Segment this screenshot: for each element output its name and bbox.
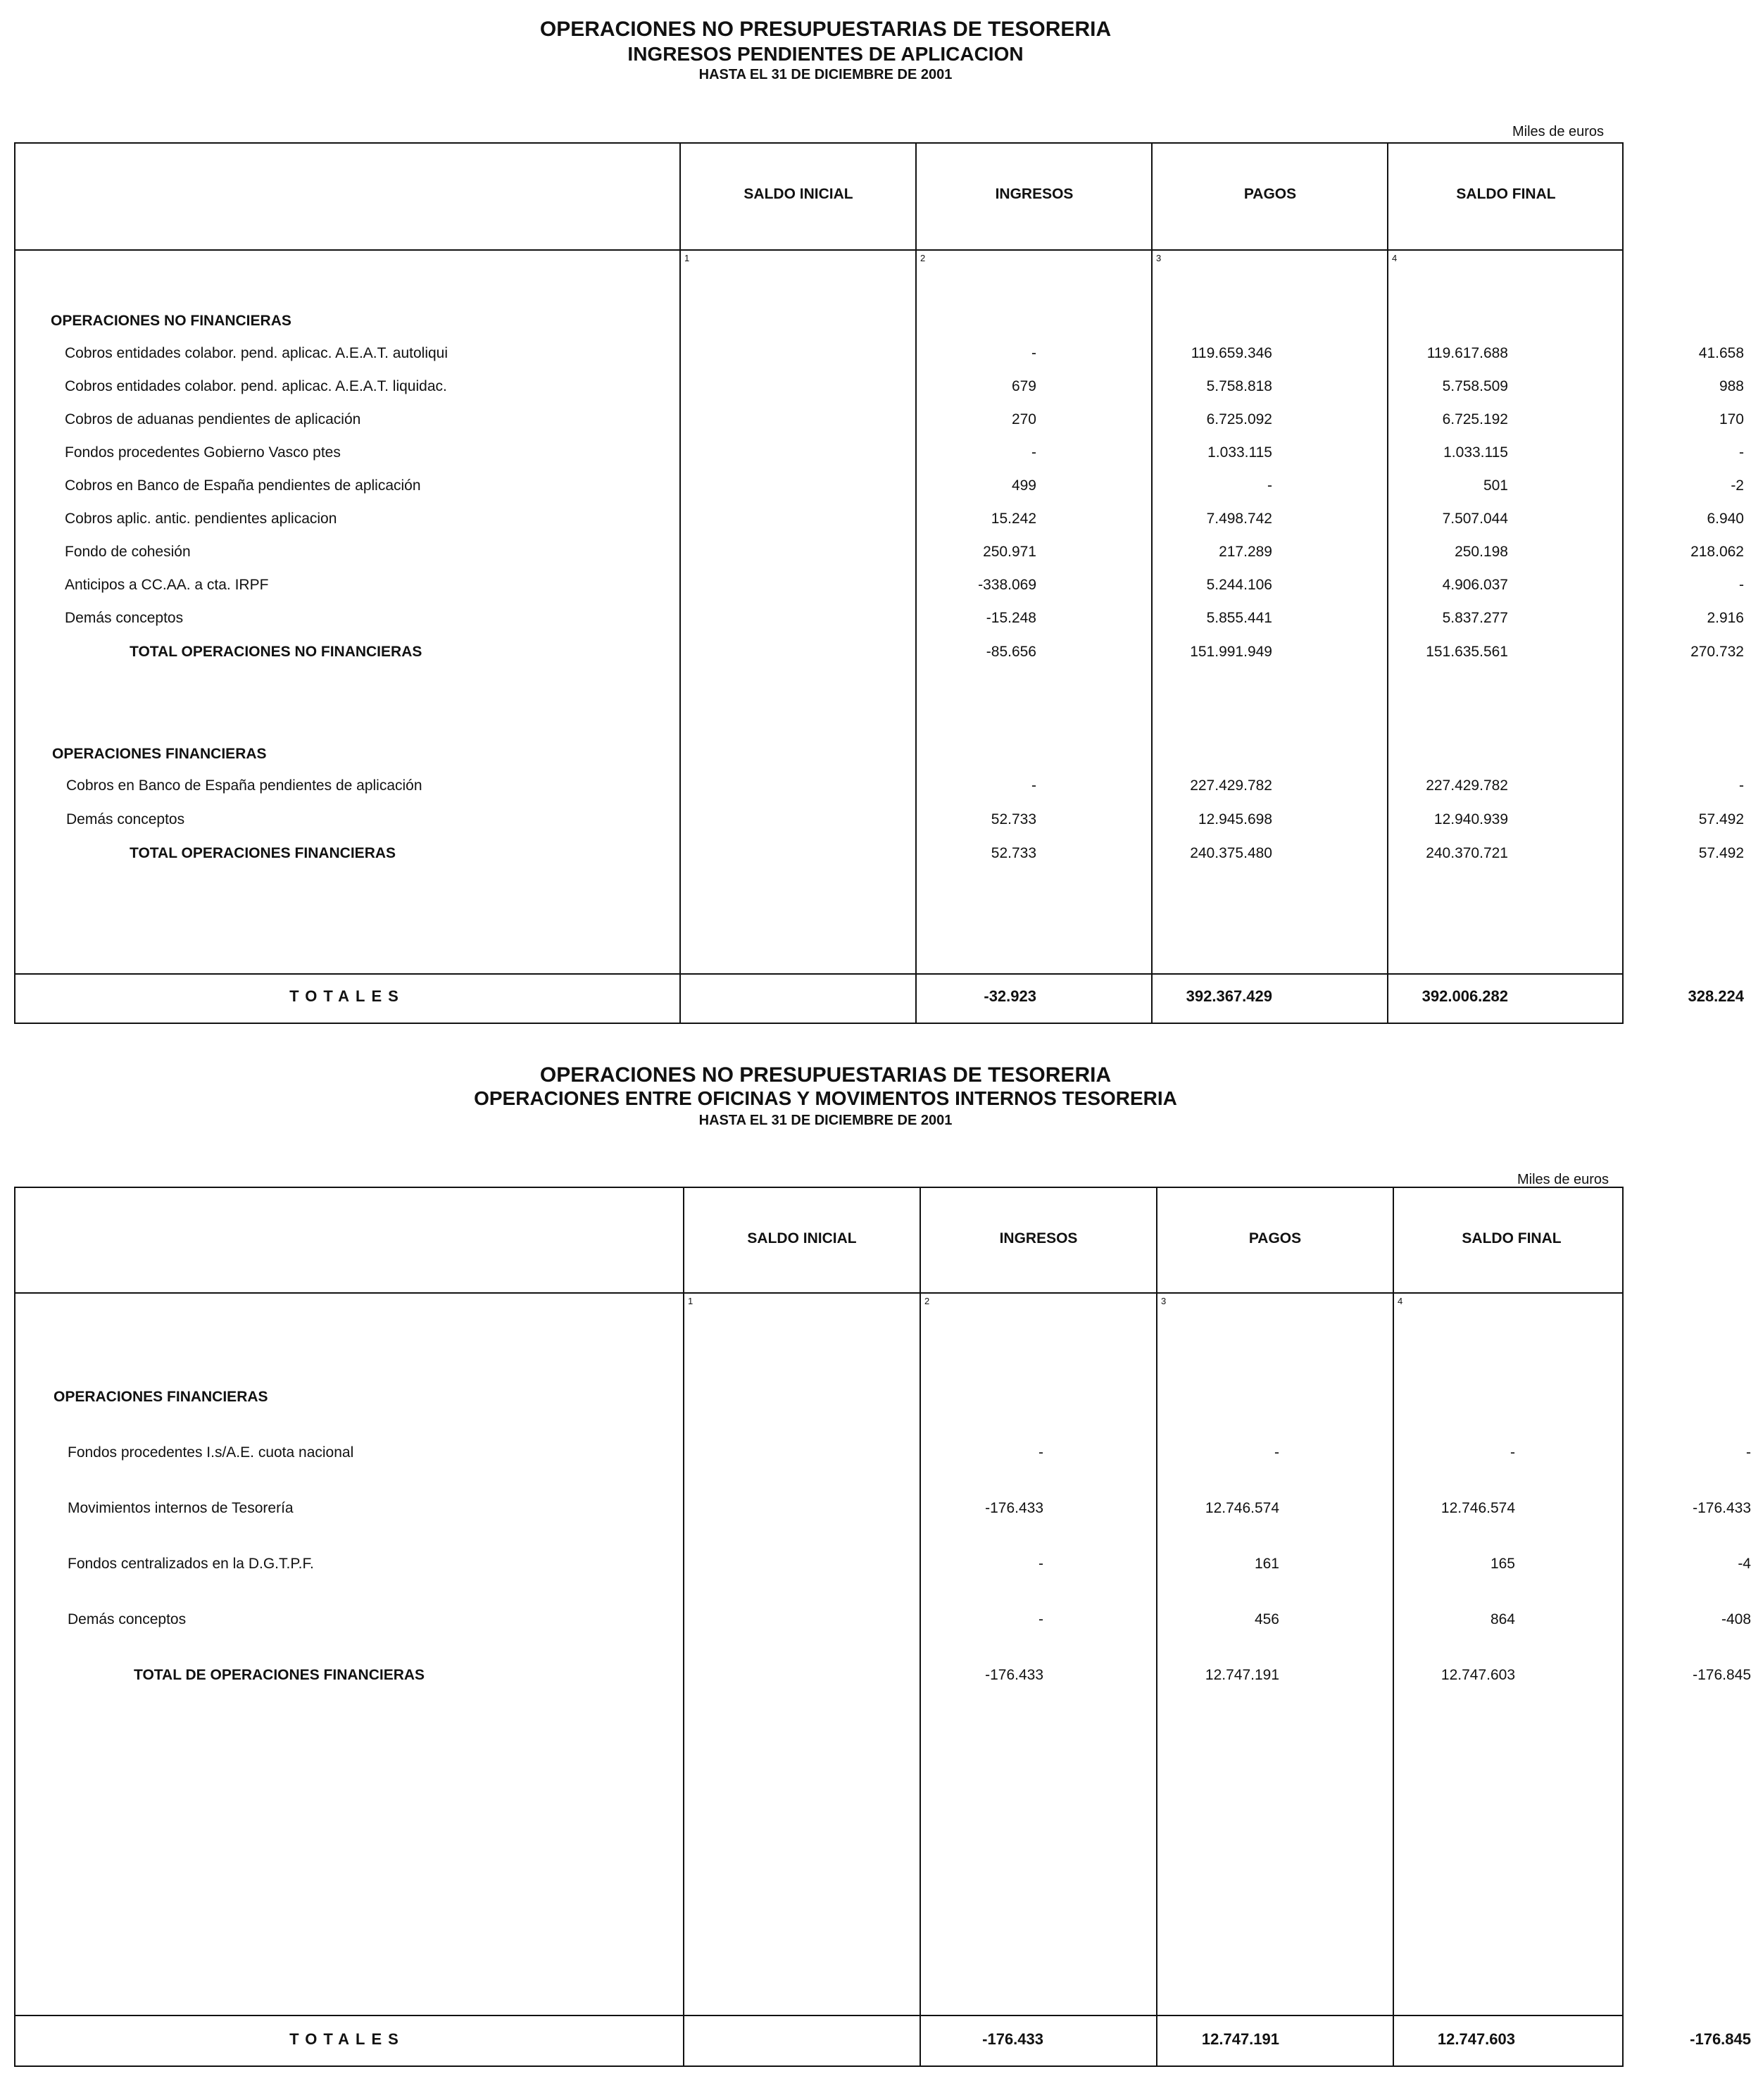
header-ingresos: INGRESOS xyxy=(999,1230,1078,1246)
cell-saldo-final: 218.062 xyxy=(1690,544,1744,560)
cell-saldo-inicial: -15.248 xyxy=(986,610,1036,626)
cell-ingresos: 12.747.191 xyxy=(1205,1667,1279,1683)
header-divider xyxy=(15,1292,1624,1294)
column-number: 2 xyxy=(924,1296,930,1306)
column-number: 3 xyxy=(1156,253,1162,263)
total-pagos: 12.747.603 xyxy=(1437,2030,1515,2048)
cell-pagos: 864 xyxy=(1490,1611,1515,1627)
cell-saldo-inicial: - xyxy=(1038,1611,1043,1627)
cell-saldo-inicial: 15.242 xyxy=(991,511,1036,527)
total-saldo-final: 328.224 xyxy=(1688,987,1744,1005)
table-row xyxy=(15,345,1744,369)
totals-row xyxy=(15,2030,1751,2054)
row-label: Fondos procedentes Gobierno Vasco ptes xyxy=(65,444,341,461)
cell-saldo-final: 57.492 xyxy=(1698,845,1744,861)
cell-pagos: 501 xyxy=(1483,477,1508,494)
cell-ingresos: 5.758.818 xyxy=(1206,378,1272,394)
row-label: Cobros aplic. antic. pendientes aplicacion xyxy=(65,511,337,527)
cell-ingresos: 227.429.782 xyxy=(1190,777,1272,794)
cell-ingresos: 456 xyxy=(1254,1611,1279,1627)
cell-pagos: 151.635.561 xyxy=(1426,644,1508,660)
subtotal-row xyxy=(15,1667,1751,1691)
cell-saldo-inicial: - xyxy=(1038,1444,1043,1461)
column-number: 1 xyxy=(688,1296,694,1306)
cell-ingresos: 161 xyxy=(1254,1556,1279,1572)
cell-saldo-inicial: - xyxy=(1031,777,1036,794)
cell-saldo-final: -2 xyxy=(1731,477,1744,494)
cell-saldo-final: - xyxy=(1739,444,1744,461)
data-table xyxy=(14,1187,1751,2067)
report-subtitle: OPERACIONES ENTRE OFICINAS Y MOVIMENTOS INTERNOS TESORERIA xyxy=(474,1087,1177,1109)
table-row xyxy=(15,610,1744,634)
row-label: Cobros entidades colabor. pend. aplicac. A.E.A.T. autoliqui xyxy=(65,345,448,361)
table-row xyxy=(15,577,1744,601)
row-label: Cobros entidades colabor. pend. aplicac. A.E.A.T. liquidac. xyxy=(65,378,447,394)
units-label: Miles de euros xyxy=(1517,1172,1609,1187)
header-pagos: PAGOS xyxy=(1248,1230,1302,1246)
report-subtitle: INGRESOS PENDIENTES DE APLICACION xyxy=(627,43,1024,65)
table-row xyxy=(15,1611,1751,1635)
cell-ingresos: 12.945.698 xyxy=(1198,811,1272,827)
cell-saldo-final: 41.658 xyxy=(1698,345,1744,361)
column-number: 2 xyxy=(920,253,926,263)
cell-saldo-final: - xyxy=(1746,1444,1751,1461)
cell-ingresos: - xyxy=(1274,1444,1279,1461)
total-pagos: 392.006.282 xyxy=(1421,987,1508,1005)
cell-saldo-final: 2.916 xyxy=(1707,610,1744,626)
cell-pagos: 119.617.688 xyxy=(1426,345,1508,361)
header-ingresos: INGRESOS xyxy=(995,186,1074,202)
cell-saldo-final: 988 xyxy=(1719,378,1744,394)
header-saldo-final: SALDO FINAL xyxy=(1462,1230,1562,1246)
column-number: 4 xyxy=(1392,253,1398,263)
cell-saldo-final: - xyxy=(1739,777,1744,794)
row-label: Fondo de cohesión xyxy=(65,544,191,560)
cell-saldo-final: 270.732 xyxy=(1690,644,1744,660)
totals-divider xyxy=(15,973,1624,975)
header-saldo-final: SALDO FINAL xyxy=(1456,186,1556,202)
total-ingresos: 392.367.429 xyxy=(1186,987,1272,1005)
row-label: Fondos procedentes I.s/A.E. cuota nacional xyxy=(68,1444,354,1461)
cell-saldo-final: - xyxy=(1739,577,1744,593)
cell-ingresos: 5.855.441 xyxy=(1206,610,1272,626)
cell-saldo-inicial: -176.433 xyxy=(985,1500,1043,1516)
cell-saldo-inicial: 250.971 xyxy=(983,544,1036,560)
cell-pagos: 6.725.192 xyxy=(1442,411,1508,427)
cell-saldo-final: -176.433 xyxy=(1693,1500,1751,1516)
row-label: Cobros en Banco de España pendientes de aplicación xyxy=(66,777,422,794)
column-number: 3 xyxy=(1161,1296,1167,1306)
cell-pagos: 240.370.721 xyxy=(1426,845,1508,861)
table-row xyxy=(15,811,1744,835)
cell-ingresos: 240.375.480 xyxy=(1190,845,1272,861)
cell-pagos: 5.758.509 xyxy=(1442,378,1508,394)
units-label: Miles de euros xyxy=(1512,124,1605,139)
cell-pagos: 7.507.044 xyxy=(1442,511,1508,527)
cell-pagos: - xyxy=(1510,1444,1515,1461)
table-row xyxy=(15,1556,1751,1580)
table-row xyxy=(15,411,1744,435)
subtotal-row xyxy=(15,845,1744,869)
cell-pagos: 12.746.574 xyxy=(1441,1500,1515,1516)
cell-pagos: 165 xyxy=(1490,1556,1515,1572)
cell-pagos: 227.429.782 xyxy=(1426,777,1508,794)
table-row xyxy=(15,511,1744,535)
column-number: 4 xyxy=(1398,1296,1403,1306)
column-number: 1 xyxy=(684,253,690,263)
report-title: OPERACIONES NO PRESUPUESTARIAS DE TESORERIA xyxy=(539,1063,1112,1087)
cell-saldo-inicial: 679 xyxy=(1011,378,1036,394)
cell-saldo-inicial: 52.733 xyxy=(991,845,1036,861)
table-row xyxy=(15,544,1744,568)
total-saldo-inicial: -32.923 xyxy=(984,987,1036,1005)
table-row xyxy=(15,777,1744,801)
section-title: OPERACIONES NO FINANCIERAS xyxy=(51,313,291,329)
cell-saldo-final: 57.492 xyxy=(1698,811,1744,827)
row-label: Cobros de aduanas pendientes de aplicación xyxy=(65,411,361,427)
data-table xyxy=(14,142,1744,1024)
cell-ingresos: - xyxy=(1267,477,1272,494)
row-label: Movimientos internos de Tesorería xyxy=(68,1500,294,1516)
cell-pagos: 4.906.037 xyxy=(1442,577,1508,593)
table-row xyxy=(15,477,1744,501)
cell-saldo-final: -4 xyxy=(1738,1556,1751,1572)
cell-saldo-inicial: -85.656 xyxy=(986,644,1036,660)
cell-pagos: 12.940.939 xyxy=(1433,811,1508,827)
cell-saldo-inicial: 499 xyxy=(1011,477,1036,494)
report-date: HASTA EL 31 DE DICIEMBRE DE 2001 xyxy=(698,1113,953,1128)
cell-saldo-inicial: 270 xyxy=(1011,411,1036,427)
cell-pagos: 5.837.277 xyxy=(1442,610,1508,626)
table-row xyxy=(15,1500,1751,1524)
row-label: Demás conceptos xyxy=(65,610,184,626)
subtotal-row xyxy=(15,644,1744,668)
cell-pagos: 250.198 xyxy=(1455,544,1508,560)
cell-saldo-inicial: 52.733 xyxy=(991,811,1036,827)
cell-pagos: 1.033.115 xyxy=(1443,444,1508,461)
totals-divider xyxy=(15,2015,1624,2016)
total-ingresos: 12.747.191 xyxy=(1201,2030,1279,2048)
cell-saldo-inicial: - xyxy=(1031,345,1036,361)
totals-label: TOTALES xyxy=(289,987,405,1005)
report-title: OPERACIONES NO PRESUPUESTARIAS DE TESORERIA xyxy=(539,18,1112,41)
cell-ingresos: 1.033.115 xyxy=(1207,444,1272,461)
cell-saldo-final: 170 xyxy=(1719,411,1744,427)
section-title: OPERACIONES FINANCIERAS xyxy=(54,1389,268,1405)
totals-row xyxy=(15,987,1744,1011)
cell-saldo-final: -176.845 xyxy=(1693,1667,1751,1683)
subtotal-label: TOTAL DE OPERACIONES FINANCIERAS xyxy=(134,1667,425,1683)
total-saldo-inicial: -176.433 xyxy=(982,2030,1043,2048)
section-title: OPERACIONES FINANCIERAS xyxy=(52,746,267,762)
table-row xyxy=(15,444,1744,468)
row-label: Demás conceptos xyxy=(66,811,185,827)
row-label: Fondos centralizados en la D.G.T.P.F. xyxy=(68,1556,314,1572)
cell-saldo-final: 6.940 xyxy=(1707,511,1744,527)
cell-saldo-final: -408 xyxy=(1721,1611,1751,1627)
total-saldo-final: -176.845 xyxy=(1690,2030,1751,2048)
cell-pagos: 12.747.603 xyxy=(1441,1667,1515,1683)
table-row xyxy=(15,378,1744,402)
header-saldo-inicial: SALDO INICIAL xyxy=(747,1230,857,1246)
cell-ingresos: 5.244.106 xyxy=(1206,577,1272,593)
table-row xyxy=(15,1444,1751,1468)
cell-saldo-inicial: -176.433 xyxy=(985,1667,1043,1683)
cell-saldo-inicial: - xyxy=(1038,1556,1043,1572)
subtotal-label: TOTAL OPERACIONES NO FINANCIERAS xyxy=(130,644,422,660)
report-date: HASTA EL 31 DE DICIEMBRE DE 2001 xyxy=(698,67,953,82)
cell-ingresos: 217.289 xyxy=(1219,544,1272,560)
header-divider xyxy=(15,249,1624,251)
cell-ingresos: 119.659.346 xyxy=(1191,345,1272,361)
row-label: Cobros en Banco de España pendientes de aplicación xyxy=(65,477,421,494)
row-label: Anticipos a CC.AA. a cta. IRPF xyxy=(65,577,269,593)
cell-ingresos: 7.498.742 xyxy=(1206,511,1272,527)
cell-ingresos: 6.725.092 xyxy=(1206,411,1272,427)
cell-ingresos: 151.991.949 xyxy=(1190,644,1272,660)
cell-saldo-inicial: -338.069 xyxy=(978,577,1036,593)
cell-ingresos: 12.746.574 xyxy=(1205,1500,1279,1516)
header-saldo-inicial: SALDO INICIAL xyxy=(743,186,853,202)
header-pagos: PAGOS xyxy=(1243,186,1297,202)
row-label: Demás conceptos xyxy=(68,1611,187,1627)
cell-saldo-inicial: - xyxy=(1031,444,1036,461)
subtotal-label: TOTAL OPERACIONES FINANCIERAS xyxy=(130,845,396,861)
totals-label: TOTALES xyxy=(289,2030,405,2048)
